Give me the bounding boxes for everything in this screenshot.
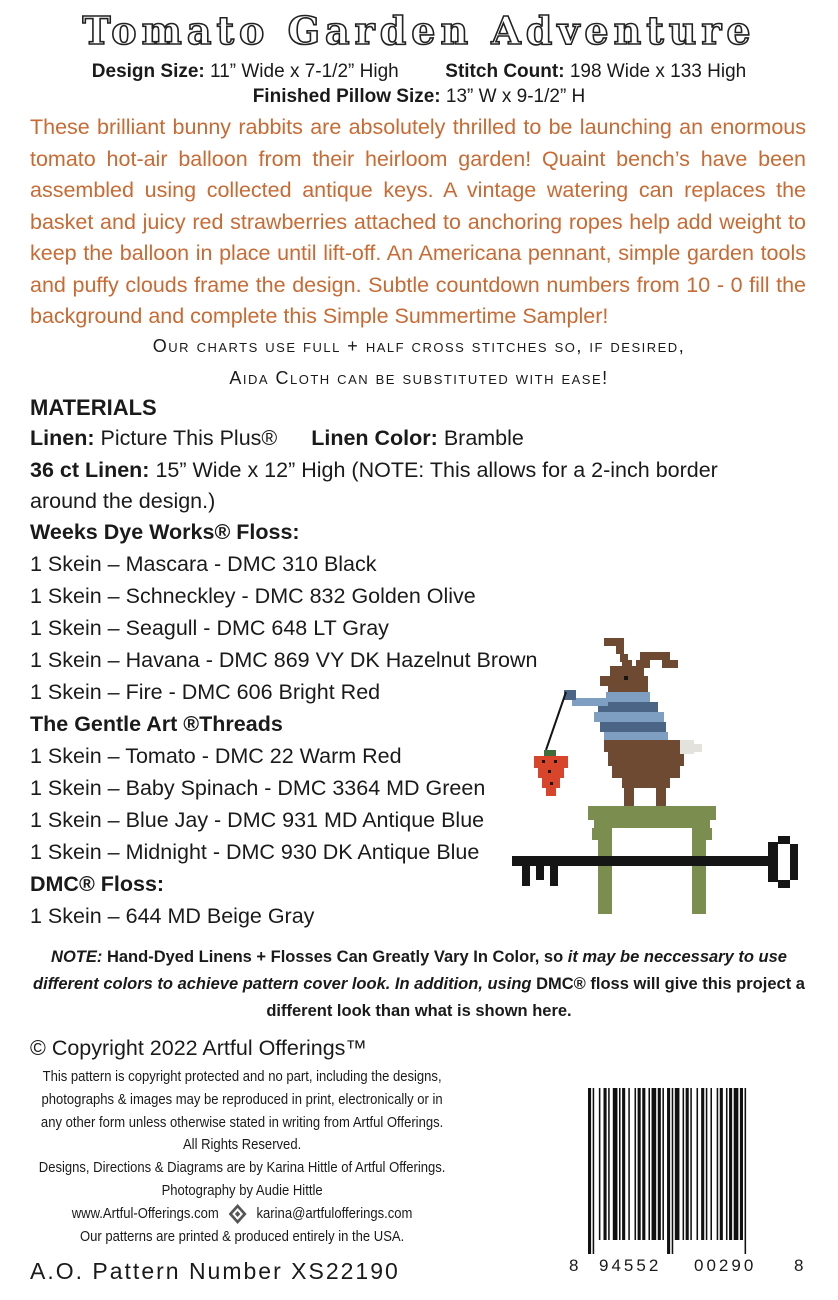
aida-note-line-1: Our charts use full + half cross stitches so, if desired, xyxy=(152,336,686,356)
note-part-2: it may be neccessary to use different colors to achieve pattern cover look. In addition, using xyxy=(33,948,787,993)
design-size-label: Design Size: xyxy=(91,61,205,82)
barcode-bar xyxy=(638,1088,641,1240)
gentle-item: 1 Skein – Midnight - DMC 930 DK Antique Blue xyxy=(30,840,480,864)
barcode-bar xyxy=(734,1088,739,1240)
barcode-bar xyxy=(622,1088,625,1240)
website-link[interactable]: www.Artful-Offerings.com xyxy=(71,1205,219,1222)
barcode-group-1: 94552 xyxy=(599,1256,662,1275)
materials-heading: MATERIALS xyxy=(30,395,157,420)
legal-line: Designs, Directions & Diagrams are by Karina Hittle of Artful Offerings. xyxy=(38,1160,446,1177)
dmc-item: 1 Skein – 644 MD Beige Gray xyxy=(30,904,315,928)
bunny-ears xyxy=(604,638,678,670)
bunny-eye xyxy=(624,676,628,680)
stitch-count-value: 198 Wide x 133 High xyxy=(569,61,747,82)
barcode-bar xyxy=(608,1088,610,1240)
key xyxy=(512,836,798,888)
barcode-bar xyxy=(593,1088,595,1254)
weeks-item: 1 Skein – Havana - DMC 869 VY DK Hazelnut Brown xyxy=(30,648,538,672)
barcode-bar xyxy=(619,1088,621,1240)
barcode-bar xyxy=(604,1088,607,1240)
barcode-bar xyxy=(588,1088,591,1254)
design-size-value: 11” Wide x 7-1/2” High xyxy=(210,61,399,82)
barcode-bar xyxy=(740,1088,743,1240)
linen-value: Picture This Plus® xyxy=(100,426,278,450)
barcode-bar xyxy=(726,1088,728,1240)
weeks-item: 1 Skein – Fire - DMC 606 Bright Red xyxy=(30,680,381,704)
note-part-1: Hand-Dyed Linens + Flosses Can Greatly Vary In Color, so xyxy=(106,948,564,966)
pillow-size-label: Finished Pillow Size: xyxy=(252,86,441,107)
barcode-bar xyxy=(729,1088,732,1240)
note-label: NOTE: xyxy=(51,948,103,966)
weeks-item: 1 Skein – Mascara - DMC 310 Black xyxy=(30,552,377,576)
bunny-tail xyxy=(680,740,702,754)
legal-line: Photography by Audie Hittle xyxy=(161,1182,323,1199)
barcode-bar xyxy=(635,1088,637,1240)
specs-row-1 xyxy=(0,61,838,83)
weeks-item: 1 Skein – Schneckley - DMC 832 Golden Olive xyxy=(30,584,476,608)
barcode-group-2: 00290 xyxy=(694,1256,757,1275)
legal-line: any other form unless otherwise stated in writing from Artful Offerings. xyxy=(40,1114,444,1131)
contact-line xyxy=(18,1203,466,1226)
gentle-item: 1 Skein – Tomato - DMC 22 Warm Red xyxy=(30,744,402,768)
barcode-bar xyxy=(642,1088,645,1240)
copyright: © Copyright 2022 Artful Offerings™ xyxy=(30,1036,367,1060)
barcode-bar xyxy=(675,1088,680,1240)
page-title: Tomato Garden Adventure xyxy=(82,8,756,53)
gentle-item: 1 Skein – Blue Jay - DMC 931 MD Antique Blue xyxy=(30,808,485,832)
barcode-bar xyxy=(706,1088,708,1240)
strawberry xyxy=(534,750,568,796)
barcode-bar xyxy=(672,1088,674,1254)
weeks-heading: Weeks Dye Works® Floss: xyxy=(30,520,300,544)
barcode-right-digit: 8 xyxy=(794,1256,804,1275)
ct-linen-row xyxy=(30,455,718,487)
bunny-illustration xyxy=(512,632,812,932)
legal-block xyxy=(18,1066,466,1248)
pattern-number: A.O. Pattern Number XS22190 xyxy=(30,1258,400,1284)
legal-line: This pattern is copyright protected and no part, including the designs, xyxy=(42,1069,442,1085)
ct-linen-row-2: around the design.) xyxy=(30,489,216,513)
bunny-sweater xyxy=(564,690,668,740)
barcode-bar xyxy=(662,1088,664,1240)
bunny-body xyxy=(604,740,684,806)
legal-line: All Rights Reserved. xyxy=(182,1137,302,1154)
barcode-left-digit: 8 xyxy=(569,1256,579,1275)
barcode-bar xyxy=(667,1088,670,1254)
barcode-bar xyxy=(717,1088,719,1240)
rope xyxy=(546,692,566,750)
color-note xyxy=(20,944,818,1025)
barcode-bar xyxy=(710,1088,712,1240)
dmc-heading: DMC® Floss: xyxy=(30,872,165,896)
weeks-item: 1 Skein – Seagull - DMC 648 LT Gray xyxy=(30,616,389,640)
barcode-bar xyxy=(658,1088,661,1240)
stitch-count-label: Stitch Count: xyxy=(445,61,565,82)
linen-row xyxy=(30,423,524,455)
gentle-item: 1 Skein – Baby Spinach - DMC 3364 MD Green xyxy=(30,776,486,800)
barcode-bar xyxy=(599,1088,601,1240)
pillow-size-value: 13” W x 9-1/2” H xyxy=(445,86,586,107)
barcode-bar xyxy=(683,1088,685,1240)
barcode-bar xyxy=(697,1088,699,1240)
email-link[interactable]: karina@artfulofferings.com xyxy=(256,1205,413,1222)
gentle-art-heading: The Gentle Art ®Threads xyxy=(30,712,283,736)
diamond-logo-icon xyxy=(228,1203,248,1225)
barcode-bar xyxy=(628,1088,630,1240)
barcode-bar xyxy=(690,1088,692,1240)
barcode-bar xyxy=(720,1088,723,1240)
legal-line: photographs & images may be reproduced in print, electronically or in xyxy=(41,1091,443,1108)
barcode-bar xyxy=(686,1088,689,1240)
barcode xyxy=(586,1088,792,1254)
linen-color-value: Bramble xyxy=(443,426,524,450)
barcode-bar xyxy=(701,1088,704,1240)
ct-linen-label: 36 ct Linen: xyxy=(30,458,150,482)
barcode-bar xyxy=(652,1088,657,1240)
specs-row-2 xyxy=(0,86,838,108)
ct-linen-value: 15” Wide x 12” High (NOTE: This allows for a 2-inch border xyxy=(155,458,718,482)
legal-line: Our patterns are printed & produced entirely in the USA. xyxy=(79,1228,405,1245)
linen-color-label: Linen Color: xyxy=(311,426,438,450)
barcode-bar xyxy=(648,1088,650,1240)
barcode-bar xyxy=(745,1088,747,1254)
barcode-bar xyxy=(613,1088,618,1240)
note-part-3: DMC® floss will give this project a different look than what is shown here. xyxy=(266,975,805,1020)
description: These brilliant bunny rabbits are absolutely thrilled to be launching an enormous tomato hot-air balloon from their heirloom garden! Quaint bench’s have been assembled using collected antique keys. A vintage watering can replaces the basket and juicy red strawberries attached to anchoring ropes help add weight to keep the balloon in place until lift-off. An Americana pennant, simple garden tools and puffy clouds frame the design. Subtle countdown numbers from 10 - 0 fill the background and complete this Simple Summertime Sampler! xyxy=(30,115,806,328)
aida-note-line-2: Aida Cloth can be substituted with ease! xyxy=(229,368,609,388)
linen-label: Linen: xyxy=(30,426,95,450)
